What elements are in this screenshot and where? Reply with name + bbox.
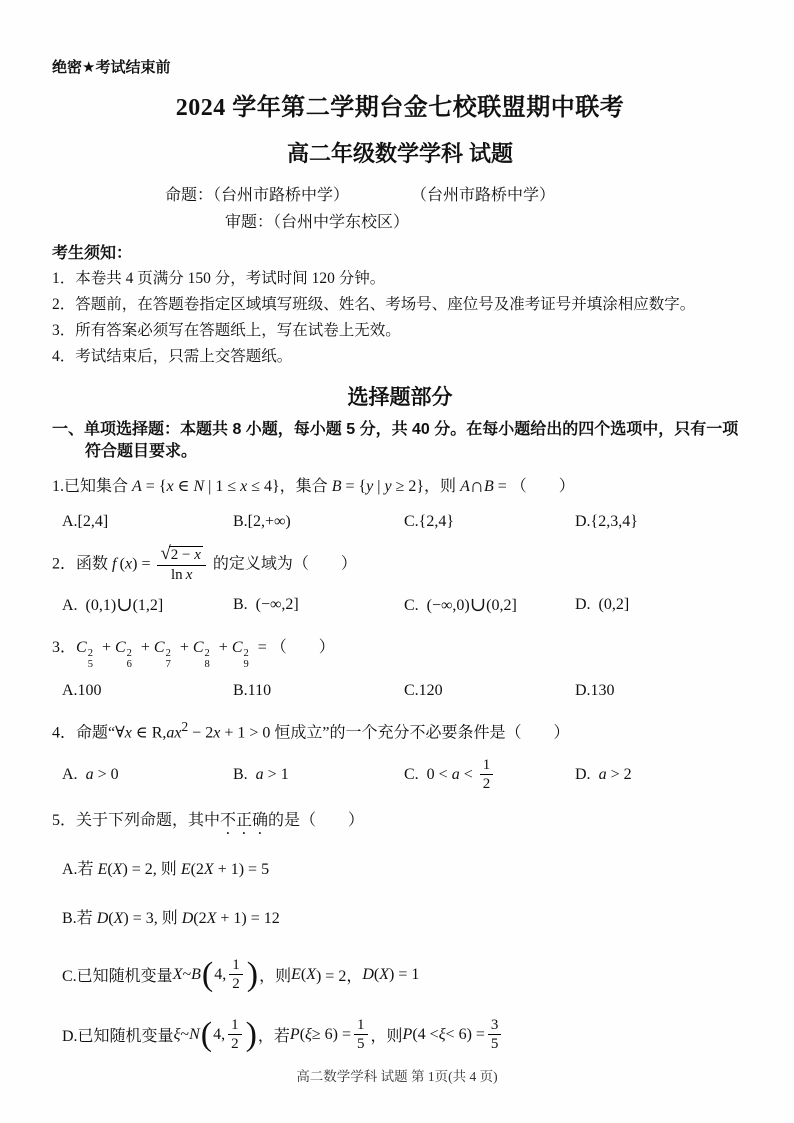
question-3-option-c: C.120	[404, 681, 443, 699]
proposer-school-1: 命题：（台州市路桥中学）	[165, 187, 350, 204]
question-4-stem: 4．命题“∀x ∈ $R,ax^2 - 2x + 1 > 0$ 恒成立”的一个充分不必要条件是（ ）	[52, 718, 570, 741]
question-2	[52, 543, 748, 617]
exam-title: 2024 学年第二学期台金七校联盟期中联考	[175, 95, 625, 121]
question-5-option-b: B.若 D(X) = 3, 则 D(2X + 1) = 12	[62, 909, 280, 927]
question-4-option-c: C. 0 < a < $\frac{1}{2}$	[404, 757, 575, 794]
question-2-option-c: C. (−∞,0)∪(0,2]	[404, 594, 517, 616]
question-4	[52, 715, 748, 795]
section-instruction: 一、单项选择题：本题共 8 小题，每小题 5 分，共 40 分。在每小题给出的四个选项中，只有一项符合题目要求。	[52, 421, 739, 460]
notice-item-4: 4．考试结束后，只需上交答题纸。	[52, 348, 293, 365]
question-1-option-d: D.{2,3,4}	[575, 513, 638, 530]
question-3	[52, 636, 748, 700]
notice-item-1: 1．本卷共 4 页满分 150 分，考试时间 120 分钟。	[52, 270, 386, 287]
question-5	[52, 809, 748, 1058]
question-3-option-b: B.110	[233, 681, 272, 699]
question-1-options	[52, 513, 748, 531]
question-4-option-d: D. a > 2	[575, 765, 632, 783]
question-2-option-d: D. (0,2]	[575, 595, 630, 613]
question-2-options	[52, 593, 748, 617]
question-3-options	[52, 682, 748, 700]
question-2-option-a: A. (0,1)∪(1,2]	[62, 594, 164, 616]
question-2-option-b: B. (−∞,2]	[233, 595, 299, 613]
question-4-options	[52, 755, 748, 795]
proposer-line	[52, 182, 748, 205]
question-5-option-d: D.已知随机变量 ξ ~ N ( 4, 1 2 ) ，若 P ( ξ ≥ 6) = 1 5 ，则 P (4 < ξ < 6) = 3 5	[52, 1012, 748, 1058]
section-title: 选择题部分	[347, 385, 453, 409]
question-1-stem: 1.已知集合 A = {x ∈ N | 1 ≤ x ≤ 4}，集合 B = {y | y ≥ 2}，则 A∩B = （ ）	[52, 476, 575, 497]
question-5-option-c: C.已知随机变量 X ~ B ( 4, 1 2 ) ，则 E ( X ) = 2， D ( X ) = 1	[62, 955, 420, 993]
question-1	[52, 475, 748, 531]
question-5-option-a: A.若 E(X) = 2, 则 E(2X + 1) = 5	[62, 860, 270, 878]
exam-subtitle: 高二年级数学学科 试题	[286, 141, 514, 166]
security-classification: 绝密★考试结束前	[52, 59, 171, 76]
notice-item-3: 3．所有答案必须写在答题纸上，写在试卷上无效。	[52, 322, 401, 339]
reviewer-line: 审题：（台州中学东校区）	[225, 214, 410, 231]
notice-item-2: 2．答题前，在答题卷指定区域填写班级、姓名、考场号、座位号及准考证号并填涂相应数字。	[52, 296, 696, 313]
question-1-option-a: A.[2,4]	[62, 513, 109, 530]
candidate-notices	[52, 266, 748, 370]
question-4-option-b: B. a > 1	[233, 765, 289, 783]
question-5-stem: 5．关于下列命题，其中不正确的是（ ）	[52, 811, 365, 829]
question-4-option-a: A. a > 0	[62, 765, 119, 783]
question-1-option-b: B.[2,+∞)	[233, 513, 291, 530]
question-1-option-c: C.{2,4}	[404, 513, 455, 530]
candidate-notice-title: 考生须知：	[52, 245, 133, 262]
proposer-school-2: （台州市路桥中学）	[411, 187, 556, 204]
question-2-stem: 2．函数 f (x) = $\frac{√2 - x}{\text{ln x}}$ 的定义域为（ ）	[52, 543, 357, 583]
page-footer: 高二数学学科 试题 第 1页(共 4 页)	[296, 1069, 498, 1084]
question-3-option-a: A.100	[62, 681, 102, 699]
question-3-stem: 3．C 2 5 + C 2 6 + C 2 7 + C 2 8 + C 2 9 = （ ）	[52, 638, 335, 670]
question-3-option-d: D.130	[575, 681, 615, 699]
